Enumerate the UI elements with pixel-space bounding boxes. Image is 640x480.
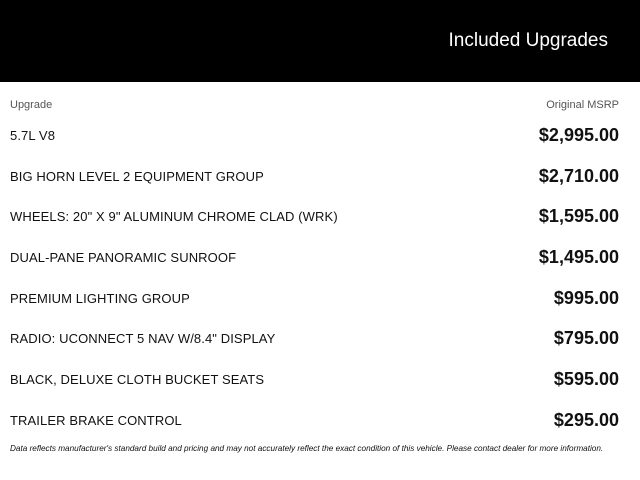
header-bar <box>0 0 640 82</box>
list-item <box>10 400 619 441</box>
upgrade-name: BLACK, DELUXE CLOTH BUCKET SEATS <box>10 371 265 387</box>
list-item <box>10 237 619 278</box>
list-item <box>10 196 619 237</box>
upgrade-price: $595.00 <box>553 368 619 389</box>
upgrade-list <box>10 115 619 441</box>
upgrade-price: $1,495.00 <box>538 246 619 267</box>
upgrade-price: $2,995.00 <box>538 124 619 145</box>
upgrade-name: 5.7L V8 <box>10 127 56 143</box>
upgrade-price: $795.00 <box>553 328 619 349</box>
upgrade-price: $1,595.00 <box>538 206 619 227</box>
upgrade-price: $2,710.00 <box>538 165 619 186</box>
upgrade-name: BIG HORN LEVEL 2 EQUIPMENT GROUP <box>10 168 264 184</box>
column-header-msrp: Original MSRP <box>546 99 619 111</box>
column-headers <box>10 99 619 113</box>
upgrade-name: WHEELS: 20" X 9" ALUMINUM CHROME CLAD (WRK) <box>10 209 338 225</box>
upgrade-name: TRAILER BRAKE CONTROL <box>10 412 182 428</box>
list-item <box>10 278 619 319</box>
upgrade-name: RADIO: UCONNECT 5 NAV W/8.4" DISPLAY <box>10 331 276 347</box>
upgrade-price: $295.00 <box>553 409 619 430</box>
upgrade-name: PREMIUM LIGHTING GROUP <box>10 290 190 306</box>
upgrade-name: DUAL-PANE PANORAMIC SUNROOF <box>10 249 237 265</box>
list-item <box>10 115 619 156</box>
list-item <box>10 359 619 400</box>
list-item <box>10 156 619 197</box>
page-title: Included Upgrades <box>448 30 608 51</box>
upgrade-price: $995.00 <box>553 287 619 308</box>
list-item <box>10 318 619 359</box>
disclaimer-footnote: Data reflects manufacturer's standard build and pricing and may not accurately reflect the exact condition of this vehicle. Please contact dealer for more information. <box>10 444 604 453</box>
column-header-upgrade: Upgrade <box>10 99 53 111</box>
